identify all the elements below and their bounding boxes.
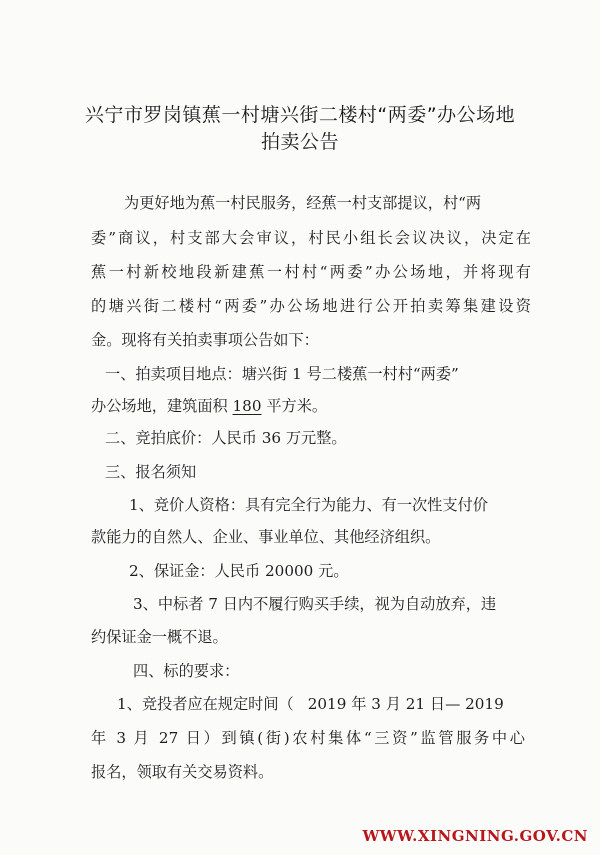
item-4-1-prefix: 1、竞投者应在规定时间（ [117, 695, 294, 713]
item-4-1-line-1 [117, 694, 529, 714]
item-3-3-line-2: 约保证金一概不退。 [91, 628, 228, 646]
item-4-1-date-range: 2019 年 3 月 21 日— 2019 [307, 695, 504, 713]
paragraph-1-line-3: 蕉一村新校地段新建蕉一村村“两委”办公场地，并将现有 [91, 263, 531, 281]
paragraph-1-line-5: 金。现将有关拍卖事项公告如下： [91, 331, 319, 349]
item-4-1-line-3: 报名，领取有关交易资料。 [91, 763, 274, 781]
paragraph-1-line-2: 委”商议，村支部大会审议，村民小组长会议决议，决定在 [91, 229, 531, 247]
paragraph-1-line-4: 的塘兴街二楼村“两委”办公场地进行公开拍卖筹集建设资 [91, 297, 531, 315]
item-2-reserve-price: 二、竞拍底价：人民币 36 万元整。 [105, 429, 347, 447]
document-title-line-2: 拍卖公告 [260, 131, 339, 153]
paragraph-1-line-1: 为更好地为蕉一村民服务，经蕉一村支部提议，村“两 [124, 194, 482, 212]
item-1-line-2 [91, 396, 531, 416]
item-1-line-2-suffix: 平方米。 [261, 397, 328, 415]
item-4-1-line-2: 年 3 月 27 日）到镇(街)农村集体“三资”监管服务中心 [91, 729, 525, 747]
item-1-line-2-prefix: 办公场地，建筑面积 [91, 397, 233, 415]
item-3-3-line-1: 3、中标者 7 日内不履行购买手续，视为自动放弃，违 [133, 595, 497, 613]
item-1-line-1: 一、拍卖项目地点：塘兴街 1 号二楼蕉一村村“两委” [105, 365, 459, 383]
item-3-heading: 三、报名须知 [105, 463, 197, 481]
item-3-2-deposit: 2、保证金：人民币 20000 元。 [129, 562, 349, 580]
document-title-line-1: 兴宁市罗岗镇蕉一村塘兴街二楼村“两委”办公场地 [84, 104, 516, 126]
item-4-heading: 四、标的要求： [133, 662, 240, 680]
website-watermark: WWW.XINGNING.GOV.CN [362, 827, 588, 845]
item-3-1-line-1: 1、竞价人资格：具有完全行为能力、有一次性支付价 [129, 496, 488, 514]
building-area-value: 180 [232, 397, 262, 415]
item-3-1-line-2: 款能力的自然人、企业、事业单位、其他经济组织。 [91, 528, 441, 546]
